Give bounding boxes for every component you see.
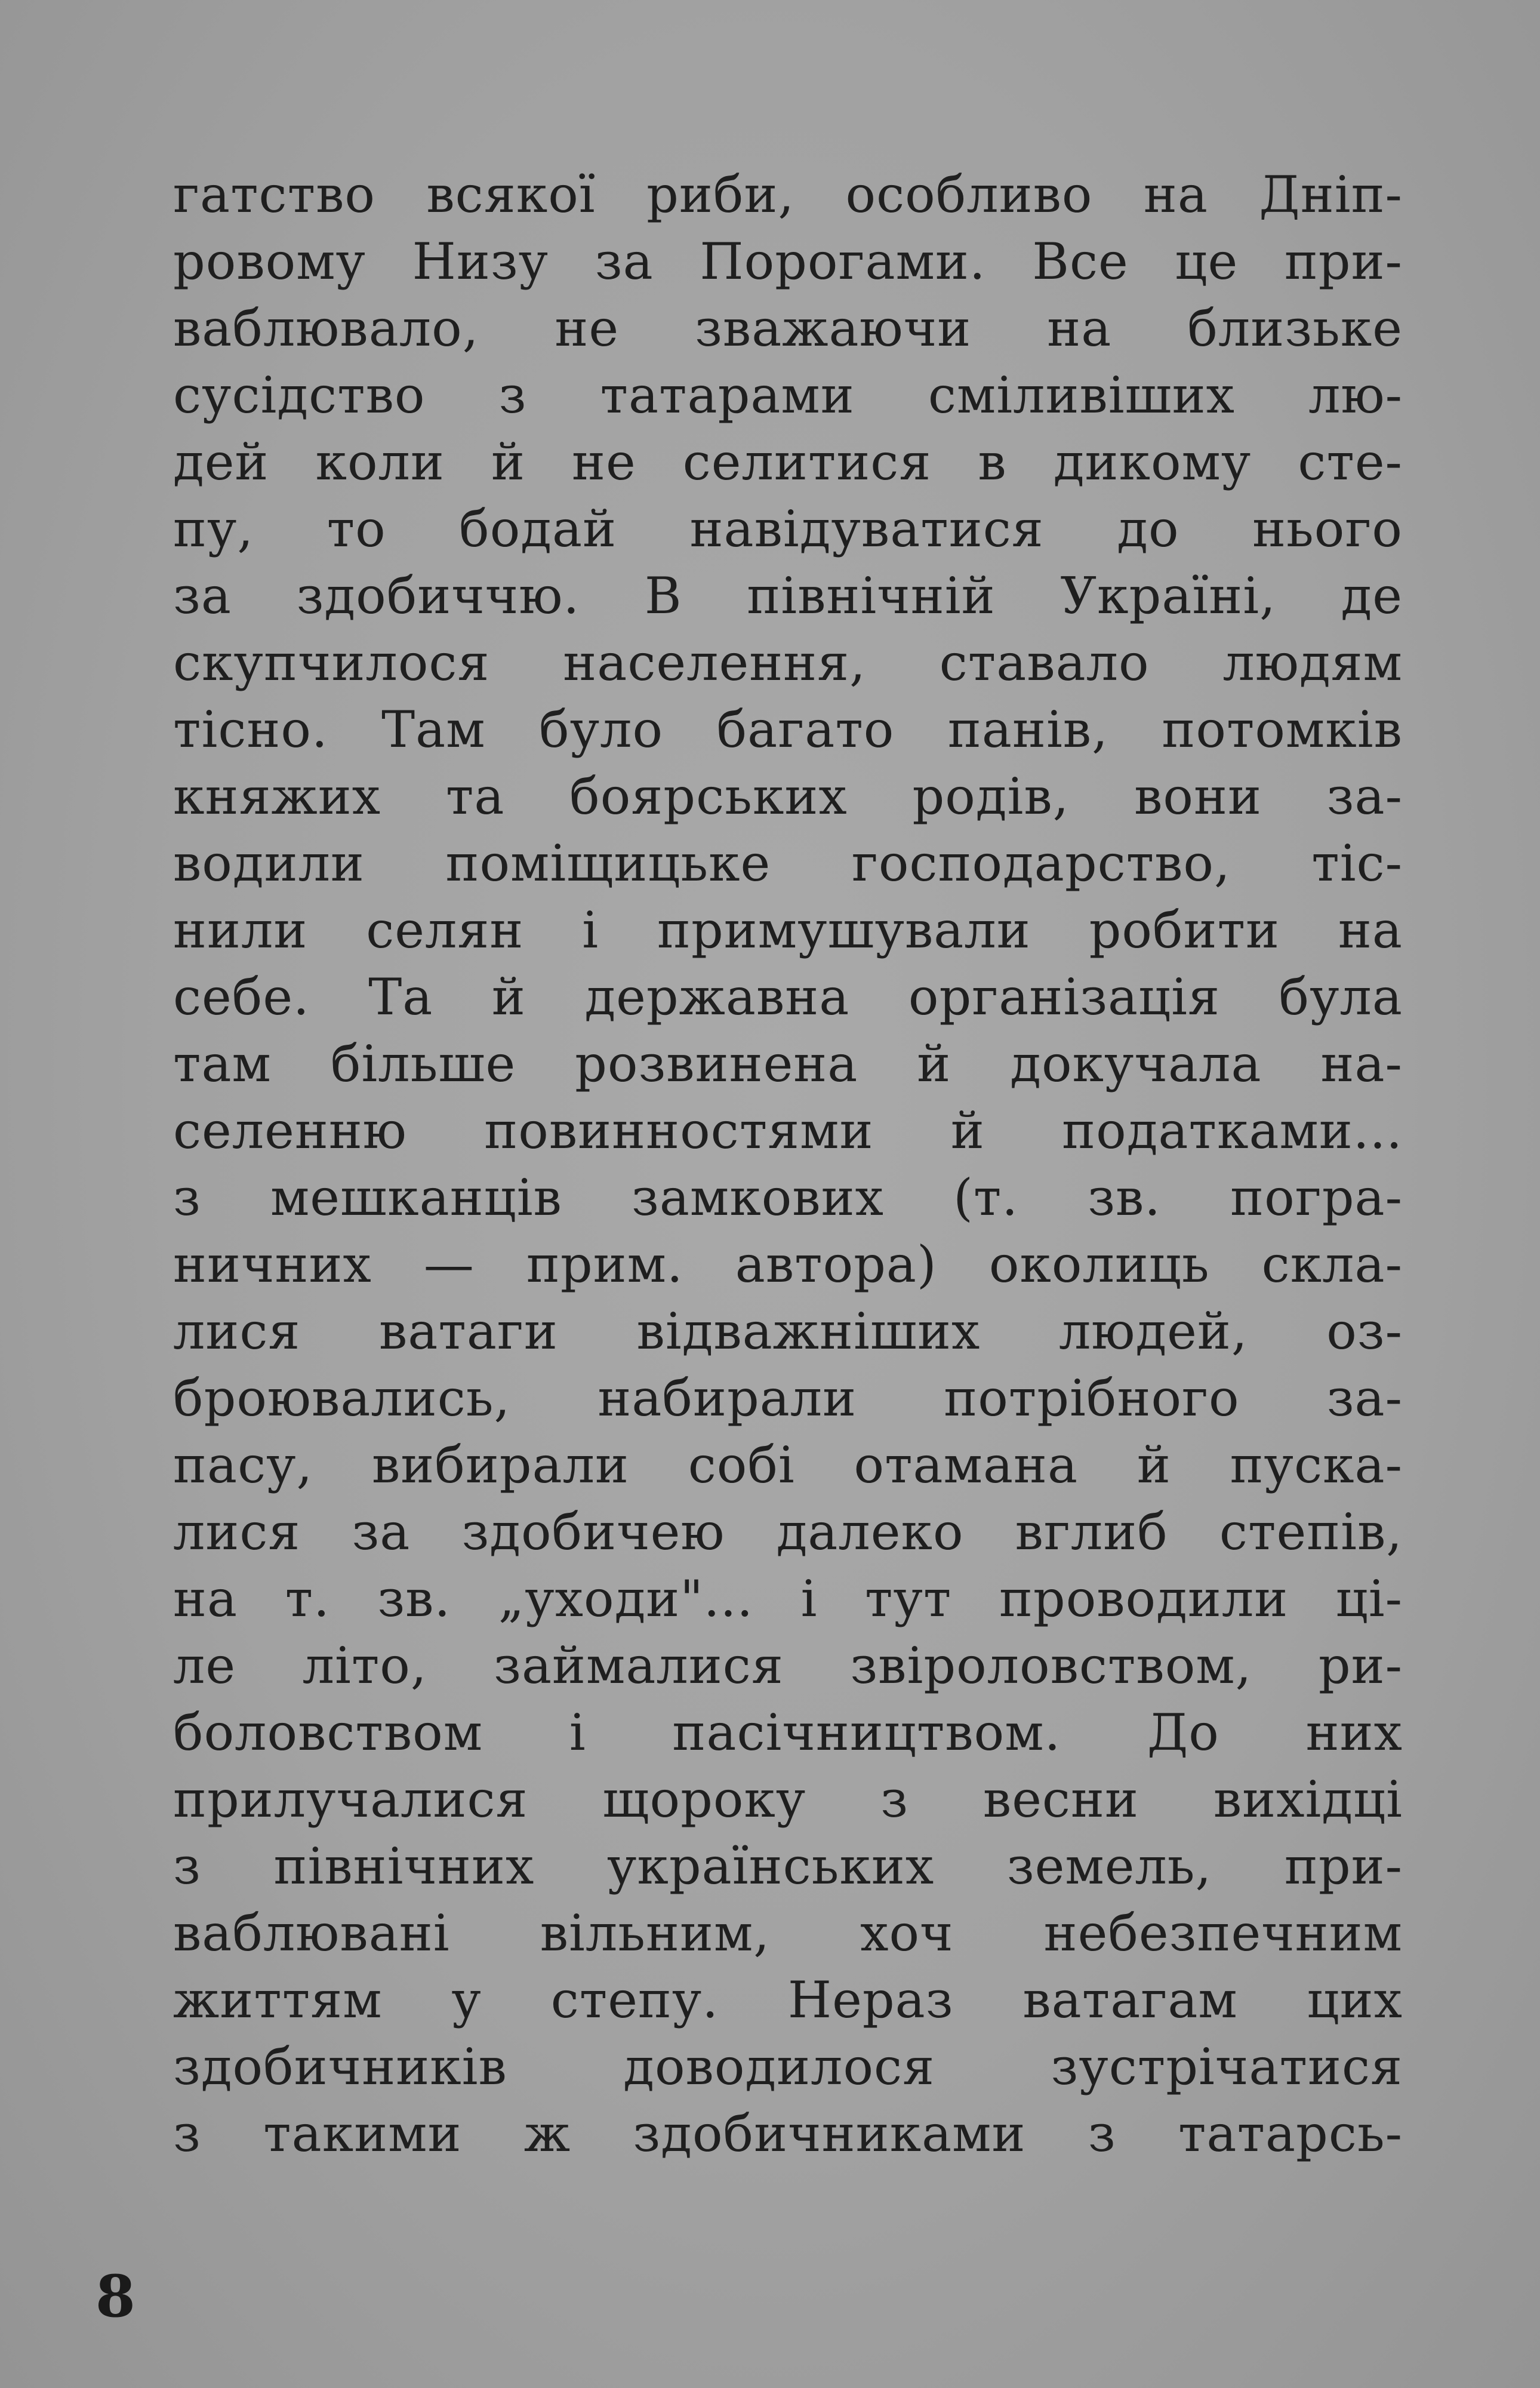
text-line: з північних українських земель, при-: [173, 1837, 1403, 1895]
text-line: сусідство з татарами сміливіших лю-: [173, 366, 1403, 424]
text-line: там більше розвинена й докучала на-: [173, 1035, 1403, 1093]
text-line: броювались, набирали потрібного за-: [173, 1369, 1403, 1427]
body-text: [173, 161, 1403, 2167]
page-number: 8: [96, 2263, 135, 2330]
text-line: на т. зв. „уходи"... і тут проводили ці-: [173, 1570, 1403, 1628]
text-line: ровому Низу за Порогами. Все це при-: [173, 232, 1403, 291]
text-line: ваблювало, не зважаючи на близьке: [173, 299, 1403, 358]
text-line: лися за здобичею далеко вглиб степів,: [173, 1503, 1403, 1561]
text-line: ваблювані вільним, хоч небезпечним: [173, 1904, 1403, 1962]
text-line: княжих та боярських родів, вони за-: [173, 767, 1403, 826]
text-line: ле літо, займалися звіроловством, ри-: [173, 1636, 1403, 1695]
text-line: дей коли й не селитися в дикому сте-: [173, 433, 1403, 491]
text-line: селенню повинностями й податками...: [173, 1101, 1403, 1160]
text-line: пу, то бодай навідуватися до нього: [173, 500, 1403, 558]
text-line: прилучалися щороку з весни вихідці: [173, 1770, 1403, 1829]
text-line: водили поміщицьке господарство, тіс-: [173, 834, 1403, 893]
text-line: тісно. Там було багато панів, потомків: [173, 700, 1403, 759]
text-line: ничних — прим. автора) околиць скла-: [173, 1235, 1403, 1294]
text-line: за здобиччю. В північній Україні, де: [173, 567, 1403, 625]
text-line: з мешканців замкових (т. зв. погра-: [173, 1168, 1403, 1227]
text-line: боловством і пасічництвом. До них: [173, 1703, 1403, 1762]
text-line: гатство всякої риби, особливо на Дніп-: [173, 165, 1403, 224]
text-line: лися ватаги відважніших людей, оз-: [173, 1302, 1403, 1361]
text-line: з такими ж здобичниками з татарсь-: [173, 2104, 1403, 2163]
text-line: нили селян і примушували робити на: [173, 901, 1403, 959]
text-line: себе. Та й державна організація була: [173, 968, 1403, 1026]
text-line: скупчилося населення, ставало людям: [173, 633, 1403, 692]
text-line: життям у степу. Нераз ватагам цих: [173, 1971, 1403, 2029]
text-line: здобичників доводилося зустрічатися: [173, 2038, 1403, 2096]
text-line: пасу, вибирали собі отамана й пуска-: [173, 1436, 1403, 1494]
